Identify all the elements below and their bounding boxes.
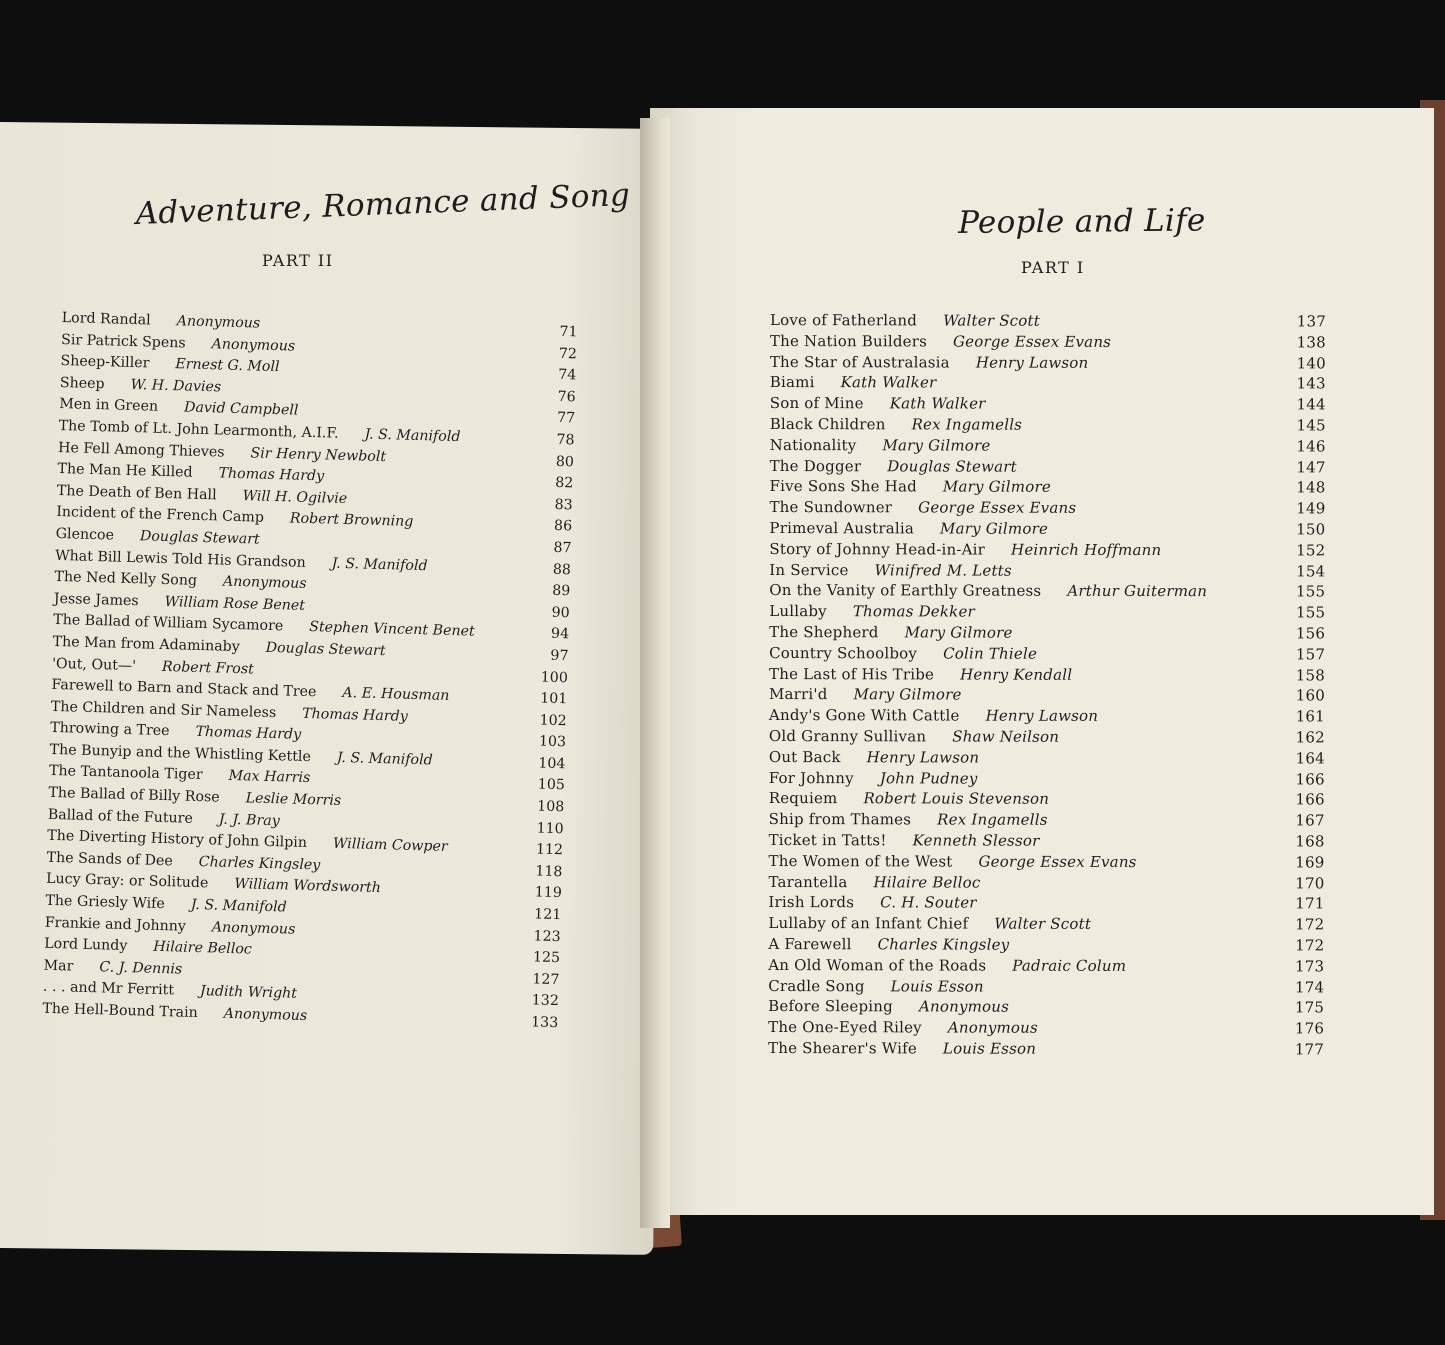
page-number: 127	[532, 971, 560, 988]
page-number: 83	[554, 496, 573, 514]
poem-author: Anonymous	[211, 335, 296, 355]
contents-entry	[769, 851, 1325, 873]
contents-entry	[770, 393, 1326, 415]
poem-title: Frankie and Johnny	[44, 914, 187, 935]
page-number: 140	[1296, 353, 1326, 373]
poem-title: Ticket in Tatts!	[768, 830, 887, 850]
left-part-label: PART II	[262, 251, 334, 270]
poem-author: Thomas Hardy	[195, 724, 302, 744]
poem-title: The Nation Builders	[769, 331, 928, 351]
contents-entry	[769, 726, 1325, 748]
contents-entry	[769, 830, 1325, 852]
page-number: 171	[1295, 894, 1325, 913]
poem-title: Ballad of the Future	[47, 806, 194, 827]
page-number: 147	[1296, 457, 1326, 477]
contents-entry	[768, 1038, 1324, 1060]
page-number: 87	[553, 539, 572, 557]
contents-entry	[769, 705, 1325, 727]
poem-title: Country Schoolboy	[769, 643, 918, 663]
page-number: 123	[533, 928, 561, 945]
right-contents-list	[768, 310, 1326, 1060]
poem-title: Five Sons She Had	[769, 477, 917, 496]
right-part-label: PART I	[1021, 258, 1085, 277]
page-number: 162	[1295, 728, 1325, 747]
page-number: 89	[552, 582, 571, 600]
poem-author: Padraic Colum	[1012, 956, 1127, 975]
poem-author: Anonymous	[223, 1005, 308, 1025]
poem-author: Thomas Dekker	[852, 602, 975, 621]
contents-entry	[770, 352, 1326, 374]
poem-title: Lullaby	[769, 602, 827, 621]
poem-author: Hilaire Belloc	[153, 939, 253, 958]
poem-author: A. E. Housman	[342, 685, 450, 705]
poem-author: Rex Ingamells	[937, 810, 1048, 829]
left-contents-list	[42, 308, 578, 1035]
poem-title: The Bunyip and the Whistling Kettle	[49, 741, 312, 765]
page-number: 157	[1295, 645, 1326, 664]
page-number: 148	[1296, 478, 1326, 497]
poem-author: George Essex Evans	[978, 852, 1137, 871]
poem-title: The Sands of Dee	[46, 849, 173, 870]
poem-title: Sheep	[59, 374, 105, 392]
page-number: 108	[536, 798, 565, 816]
poem-author: J. S. Manifold	[336, 749, 433, 769]
poem-title: Black Children	[769, 414, 886, 434]
poem-author: Charles Kingsley	[198, 853, 321, 874]
poem-author: John Pudney	[879, 768, 978, 788]
poem-title: For Johnny	[768, 768, 854, 787]
contents-entry	[769, 684, 1325, 706]
contents-entry	[769, 622, 1325, 644]
poem-title: Biami	[769, 373, 815, 392]
poem-title: Lullaby of an Infant Chief	[768, 914, 969, 933]
poem-title: Before Sleeping	[768, 997, 893, 1016]
page-number: 112	[535, 841, 564, 859]
poem-author: Max Harris	[228, 768, 311, 787]
poem-author: Louis Esson	[942, 1039, 1037, 1058]
page-number: 78	[556, 431, 575, 449]
poem-title: The Ballad of William Sycamore	[53, 612, 284, 635]
poem-title: Sheep-Killer	[60, 353, 150, 372]
page-number: 166	[1295, 769, 1325, 788]
page-number: 143	[1296, 374, 1326, 393]
page-number: 144	[1296, 395, 1326, 414]
page-number: 100	[540, 669, 569, 686]
book-spine	[640, 118, 670, 1228]
page-number: 152	[1296, 541, 1326, 560]
page-number: 155	[1296, 582, 1326, 601]
poem-title: The Tantanoola Tiger	[48, 763, 203, 784]
poem-author: Walter Scott	[943, 311, 1041, 330]
page-number: 76	[557, 388, 576, 406]
page-number: 174	[1294, 977, 1325, 996]
contents-entry	[770, 310, 1326, 332]
poem-title: Throwing a Tree	[50, 720, 170, 740]
contents-entry	[768, 934, 1324, 956]
poem-title: The Ned Kelly Song	[54, 569, 198, 589]
poem-title: An Old Woman of the Roads	[768, 955, 987, 975]
poem-author: C. H. Souter	[880, 893, 977, 912]
contents-entry	[770, 331, 1326, 353]
poem-title: Nationality	[769, 435, 857, 455]
contents-entry	[769, 539, 1325, 561]
poem-title: The Man from Adaminaby	[52, 633, 240, 655]
page-number: 103	[538, 733, 567, 751]
contents-entry	[768, 975, 1324, 997]
poem-title: The Women of the West	[768, 851, 953, 871]
page-number: 104	[538, 755, 566, 773]
poem-author: Anonymous	[947, 1018, 1038, 1037]
page-number: 80	[555, 453, 575, 470]
poem-title: Lucy Gray: or Solitude	[45, 871, 209, 892]
poem-author: Henry Lawson	[975, 353, 1089, 372]
contents-entry	[769, 788, 1325, 810]
page-number: 94	[550, 626, 570, 643]
poem-title: A Farewell	[768, 934, 852, 954]
poem-title: On the Vanity of Earthly Greatness	[769, 581, 1042, 601]
poem-title: The Children and Sir Nameless	[50, 698, 277, 721]
contents-entry	[768, 872, 1324, 894]
page-number: 119	[534, 884, 563, 902]
contents-entry	[769, 643, 1325, 665]
page-number: 105	[537, 776, 566, 794]
poem-author: William Cowper	[332, 836, 448, 856]
page-number: 72	[558, 345, 578, 362]
contents-entry	[769, 664, 1325, 686]
poem-title: The Last of His Tribe	[769, 664, 935, 683]
page-number: 110	[536, 820, 564, 837]
contents-entry	[769, 601, 1325, 623]
page-number: 173	[1295, 957, 1325, 976]
contents-entry	[769, 580, 1325, 602]
poem-title: Old Granny Sullivan	[768, 726, 927, 746]
page-number: 168	[1295, 832, 1325, 851]
page-number: 97	[550, 647, 569, 665]
poem-author: Douglas Stewart	[139, 528, 260, 548]
poem-title: Cradle Song	[768, 976, 865, 995]
right-section-title: People and Life	[958, 202, 1206, 241]
contents-entry	[768, 892, 1324, 914]
poem-author: Walter Scott	[994, 914, 1092, 933]
contents-entry	[769, 497, 1325, 519]
page-number: 154	[1296, 561, 1326, 581]
poem-author: Judith Wright	[199, 983, 298, 1003]
poem-author: Hilaire Belloc	[873, 872, 981, 892]
page-number: 156	[1295, 624, 1326, 643]
poem-author: Kenneth Slessor	[912, 831, 1040, 850]
poem-author: Mary Gilmore	[942, 477, 1051, 497]
poem-author: Anonymous	[222, 573, 307, 593]
poem-author: C. J. Dennis	[99, 959, 183, 978]
page-number: 172	[1295, 915, 1325, 934]
poem-title: Lord Randal	[61, 309, 151, 329]
poem-author: Rex Ingamells	[911, 415, 1023, 434]
poem-author: Robert Louis Stevenson	[863, 789, 1050, 809]
page-number: 149	[1296, 499, 1326, 518]
poem-author: Heinrich Hoffmann	[1011, 540, 1162, 559]
page-number: 177	[1294, 1040, 1325, 1059]
poem-title: Requiem	[768, 789, 838, 808]
poem-author: Kath Walker	[840, 373, 937, 392]
contents-entry	[768, 913, 1324, 935]
poem-title: Sir Patrick Spens	[60, 331, 186, 352]
poem-author: Winifred M. Letts	[874, 560, 1012, 580]
poem-title: Out Back	[768, 747, 841, 766]
poem-author: Colin Thiele	[943, 644, 1038, 663]
poem-title: . . . and Mr Ferritt	[42, 979, 175, 999]
contents-entry	[770, 414, 1326, 436]
poem-title: The One-Eyed Riley	[768, 1018, 922, 1037]
poem-title: Marri'd	[768, 685, 828, 704]
page-number: 146	[1296, 437, 1326, 456]
poem-author: Robert Frost	[161, 658, 255, 677]
poem-title: The Death of Ben Hall	[56, 482, 217, 504]
poem-title: Primeval Australia	[769, 518, 915, 538]
page-number: 164	[1295, 749, 1325, 768]
poem-author: William Wordsworth	[234, 876, 382, 897]
poem-author: Stephen Vincent Benet	[309, 619, 475, 640]
poem-author: Sir Henry Newbolt	[250, 444, 387, 465]
poem-author: Arthur Guiterman	[1067, 582, 1208, 601]
poem-title: Mar	[43, 957, 74, 975]
contents-entry	[768, 996, 1324, 1018]
poem-title: The Griesly Wife	[45, 892, 166, 913]
poem-title: The Tomb of Lt. John Learmonth, A.I.F.	[58, 417, 339, 442]
poem-author: J. S. Manifold	[364, 426, 461, 446]
page-number: 150	[1296, 520, 1326, 539]
poem-author: Charles Kingsley	[877, 935, 1010, 954]
poem-author: Mary Gilmore	[904, 623, 1013, 642]
page-number: 158	[1295, 665, 1326, 685]
page-number: 175	[1294, 998, 1325, 1017]
poem-title: In Service	[769, 560, 849, 579]
contents-entry	[770, 372, 1326, 394]
poem-title: The Star of Australasia	[769, 352, 950, 372]
poem-title: The Man He Killed	[57, 461, 193, 481]
poem-author: Thomas Hardy	[218, 465, 325, 485]
poem-title: The Diverting History of John Gilpin	[47, 828, 308, 852]
page-number: 90	[551, 604, 570, 622]
poem-title: Jesse James	[53, 590, 139, 609]
poem-title: Story of Johnny Head-in-Air	[769, 539, 986, 559]
page-number: 86	[553, 518, 573, 535]
poem-title: Son of Mine	[769, 394, 864, 413]
poem-author: Anonymous	[918, 997, 1010, 1016]
page-number: 169	[1295, 853, 1325, 872]
page-number: 172	[1295, 936, 1325, 955]
poem-title: Love of Fatherland	[769, 311, 918, 330]
poem-author: Robert Browning	[289, 510, 414, 531]
poem-author: J. J. Bray	[218, 811, 280, 829]
page-number: 125	[532, 949, 561, 967]
poem-author: George Essex Evans	[952, 332, 1112, 351]
poem-title: 'Out, Out—'	[51, 655, 137, 674]
poem-author: David Campbell	[183, 399, 299, 420]
poem-author: Leslie Morris	[245, 790, 342, 810]
poem-author: Henry Lawson	[985, 706, 1099, 726]
contents-entry	[770, 435, 1326, 457]
poem-author: Louis Esson	[890, 976, 984, 996]
poem-author: Mary Gilmore	[882, 436, 991, 455]
poem-title: He Fell Among Thieves	[57, 439, 225, 461]
poem-author: Kath Walker	[889, 394, 986, 413]
page-number: 121	[533, 906, 562, 924]
poem-author: Mary Gilmore	[853, 685, 962, 704]
contents-entry	[769, 747, 1325, 769]
poem-title: Glencoe	[55, 525, 115, 544]
page-number: 133	[530, 1014, 559, 1032]
poem-author: J. S. Manifold	[190, 896, 287, 916]
poem-title: What Bill Lewis Told His Grandson	[54, 547, 306, 571]
poem-author: William Rose Benet	[164, 593, 306, 614]
poem-title: The Shepherd	[769, 622, 879, 642]
contents-entry	[769, 518, 1325, 540]
contents-entry	[770, 476, 1326, 498]
page-number: 145	[1296, 416, 1326, 435]
poem-title: Andy's Gone With Cattle	[768, 706, 960, 725]
poem-author: Douglas Stewart	[265, 639, 386, 660]
page-number: 138	[1296, 333, 1326, 352]
page-number: 155	[1295, 603, 1326, 622]
poem-author: Shaw Neilson	[952, 727, 1060, 746]
contents-entry	[769, 809, 1325, 831]
contents-entry	[769, 768, 1325, 790]
poem-author: Thomas Hardy	[301, 705, 408, 725]
poem-author: Ernest G. Moll	[175, 356, 280, 376]
poem-author: Anonymous	[211, 919, 296, 938]
poem-title: The Ballad of Billy Rose	[48, 784, 220, 806]
poem-author: Anonymous	[176, 313, 261, 332]
poem-title: The Sundowner	[769, 498, 893, 517]
page-number: 137	[1296, 312, 1326, 331]
contents-entry	[769, 560, 1325, 582]
page-number: 167	[1295, 811, 1325, 830]
poem-title: Farewell to Barn and Stack and Tree	[51, 676, 317, 701]
poem-author: J. S. Manifold	[331, 555, 428, 574]
poem-author: Will H. Ogilvie	[242, 487, 348, 507]
page-number: 82	[555, 474, 574, 492]
page-number: 170	[1295, 873, 1325, 892]
poem-author: Douglas Stewart	[887, 456, 1017, 476]
contents-entry	[770, 456, 1326, 478]
page-number: 161	[1295, 707, 1325, 726]
poem-author: Henry Lawson	[866, 747, 980, 767]
contents-entry	[768, 1017, 1324, 1039]
left-section-title: Adventure, Romance and Song	[135, 177, 631, 232]
poem-title: Tarantella	[768, 872, 848, 891]
poem-title: Men in Green	[59, 396, 159, 416]
poem-title: Ship from Thames	[768, 810, 912, 829]
poem-title: The Dogger	[769, 456, 862, 475]
page-number: 176	[1294, 1019, 1325, 1038]
poem-title: Lord Lundy	[44, 935, 128, 955]
page-number: 88	[552, 561, 572, 578]
poem-title: The Shearer's Wife	[768, 1038, 917, 1058]
poem-title: Incident of the French Camp	[56, 504, 265, 527]
poem-title: Irish Lords	[768, 893, 855, 912]
page-number: 132	[531, 992, 560, 1010]
poem-author: Henry Kendall	[960, 665, 1073, 684]
page-number: 74	[558, 367, 577, 384]
contents-entry	[768, 955, 1324, 977]
page-number: 71	[559, 323, 578, 341]
poem-title: The Hell-Bound Train	[42, 1000, 198, 1022]
poem-author: George Essex Evans	[918, 498, 1077, 517]
page-number: 166	[1295, 790, 1325, 809]
page-number: 102	[539, 712, 567, 729]
page-number: 77	[556, 410, 576, 427]
page-number: 118	[535, 863, 563, 881]
page-number: 160	[1295, 686, 1326, 705]
poem-author: W. H. Davies	[130, 376, 222, 396]
poem-author: Mary Gilmore	[940, 519, 1049, 538]
page-number: 101	[539, 690, 568, 708]
